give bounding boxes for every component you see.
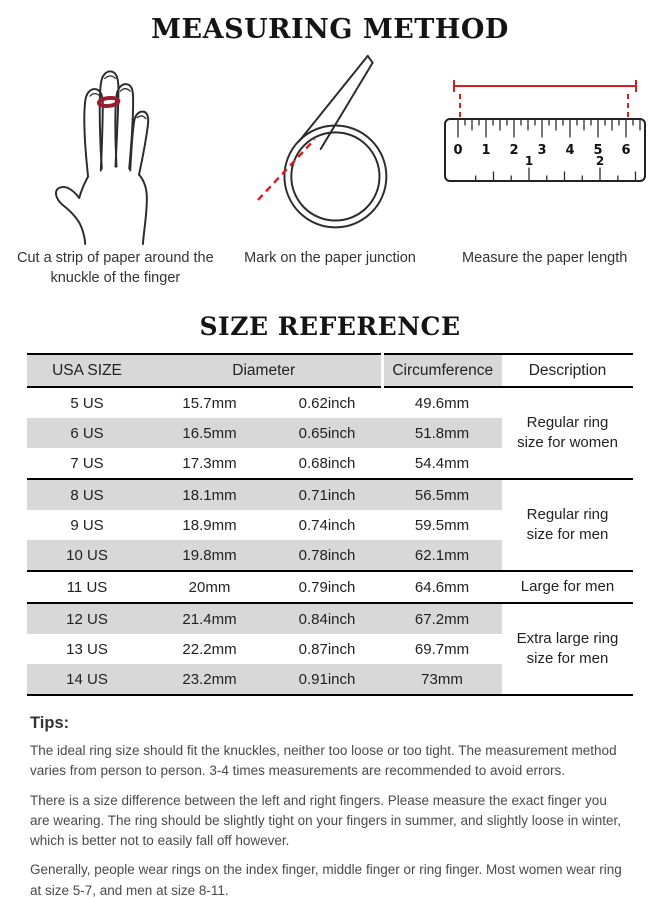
ruler-number-inch: 1 xyxy=(524,154,533,168)
cell-diameter-inch: 0.78inch xyxy=(272,540,382,571)
size-reference-table xyxy=(27,353,633,696)
cell-usa-size: 12 US xyxy=(27,603,147,634)
cell-diameter-mm: 15.7mm xyxy=(182,394,237,412)
cell-diameter-inch: 0.84inch xyxy=(272,603,382,634)
cell-circumference: 49.6mm xyxy=(414,394,470,412)
tips-paragraph: There is a size difference between the left and right fingers. Please measure the exact finger you are wearing. The ring should be slightly tight on your fingers in summer, and slightly loose in winter, which is better not to easily fall off however. xyxy=(30,792,622,849)
hand-with-ring-icon xyxy=(28,51,203,247)
ruler-number-cm: 5 xyxy=(593,143,603,158)
size-reference-title: SIZE REFERENCE xyxy=(199,312,461,342)
cell-usa-size: 7 US xyxy=(70,454,104,472)
tips-section xyxy=(30,714,630,900)
cell-diameter-inch: 0.65inch xyxy=(272,418,382,448)
cell-diameter-inch: 0.68inch xyxy=(298,454,356,472)
cell-circumference: 73mm xyxy=(382,664,502,695)
ruler-number-inch: 2 xyxy=(595,154,604,168)
ruler-number-cm: 6 xyxy=(621,143,631,158)
cell-description: Large for men xyxy=(502,571,633,603)
cell-circumference: 59.5mm xyxy=(414,516,470,534)
cell-description: Regular ring size for men xyxy=(502,479,633,571)
measuring-steps-row xyxy=(0,49,660,288)
step-measure-length xyxy=(437,51,652,269)
cell-usa-size: 14 US xyxy=(27,664,147,695)
cell-diameter-mm: 19.8mm xyxy=(147,540,272,571)
ruler-number-cm: 4 xyxy=(565,143,575,158)
cell-description: Regular ring size for women xyxy=(502,387,633,479)
cell-diameter-mm: 17.3mm xyxy=(182,454,237,472)
cell-diameter-inch: 0.91inch xyxy=(272,664,382,695)
cell-diameter-mm: 18.1mm xyxy=(147,479,272,510)
header-description: Description xyxy=(502,354,633,387)
cell-diameter-mm: 23.2mm xyxy=(147,664,272,695)
cell-circumference: 62.1mm xyxy=(382,540,502,571)
cell-diameter-inch: 0.62inch xyxy=(298,394,356,412)
ruler-number-cm: 2 xyxy=(509,143,519,158)
tips-paragraph: The ideal ring size should fit the knuckles, neither too loose or too tight. The measurement method varies from person to person. 3-4 times measurements are recommended to avoid errors. xyxy=(30,743,617,779)
header-circumference: Circumference xyxy=(382,354,502,387)
table-row xyxy=(27,603,633,634)
cell-diameter-mm: 20mm xyxy=(147,571,272,603)
paper-loop-icon xyxy=(238,51,423,247)
cell-description: Extra large ring size for men xyxy=(502,603,633,695)
cell-usa-size: 10 US xyxy=(27,540,147,571)
cell-diameter-inch: 0.87inch xyxy=(298,640,356,658)
cell-circumference: 54.4mm xyxy=(414,454,470,472)
step-cut-paper xyxy=(8,51,223,288)
cell-circumference: 56.5mm xyxy=(382,479,502,510)
cell-diameter-inch: 0.79inch xyxy=(272,571,382,603)
table-row xyxy=(27,571,633,603)
cell-usa-size: 11 US xyxy=(27,571,147,603)
cell-usa-size: 9 US xyxy=(70,516,104,534)
header-diameter: Diameter xyxy=(147,354,382,387)
header-usa-size: USA SIZE xyxy=(27,354,147,387)
tips-title: Tips: xyxy=(30,714,70,733)
cell-diameter-mm: 16.5mm xyxy=(147,418,272,448)
ruler-number-cm: 1 xyxy=(481,143,491,158)
cell-circumference: 69.7mm xyxy=(414,640,470,658)
cell-diameter-mm: 18.9mm xyxy=(182,516,237,534)
tips-paragraph: Generally, people wear rings on the index finger, middle finger or ring finger. Most women wear ring at size 5-7, and men at size 8-11. xyxy=(30,862,622,898)
cell-circumference: 67.2mm xyxy=(382,603,502,634)
table-header-row xyxy=(27,354,633,387)
ruler-icon xyxy=(440,51,650,247)
cell-diameter-mm: 21.4mm xyxy=(147,603,272,634)
cell-diameter-inch: 0.71inch xyxy=(272,479,382,510)
cell-circumference: 51.8mm xyxy=(382,418,502,448)
cell-diameter-inch: 0.74inch xyxy=(298,516,356,534)
cell-diameter-mm: 22.2mm xyxy=(182,640,237,658)
cell-usa-size: 6 US xyxy=(27,418,147,448)
ruler-number-cm: 0 xyxy=(453,143,463,158)
measuring-method-title: MEASURING METHOD xyxy=(151,14,509,45)
step-mark-junction xyxy=(223,51,438,269)
cell-usa-size: 13 US xyxy=(66,640,108,658)
cell-circumference: 64.6mm xyxy=(382,571,502,603)
step-caption-cut-paper: Cut a strip of paper around the knuckle of the finger xyxy=(16,250,214,286)
step-caption-measure-length: Measure the paper length xyxy=(462,250,628,266)
table-row xyxy=(27,479,633,510)
step-caption-mark-junction: Mark on the paper junction xyxy=(244,250,416,266)
cell-usa-size: 5 US xyxy=(70,394,104,412)
cell-usa-size: 8 US xyxy=(27,479,147,510)
ruler-number-cm: 3 xyxy=(537,143,547,158)
table-row xyxy=(27,387,633,418)
